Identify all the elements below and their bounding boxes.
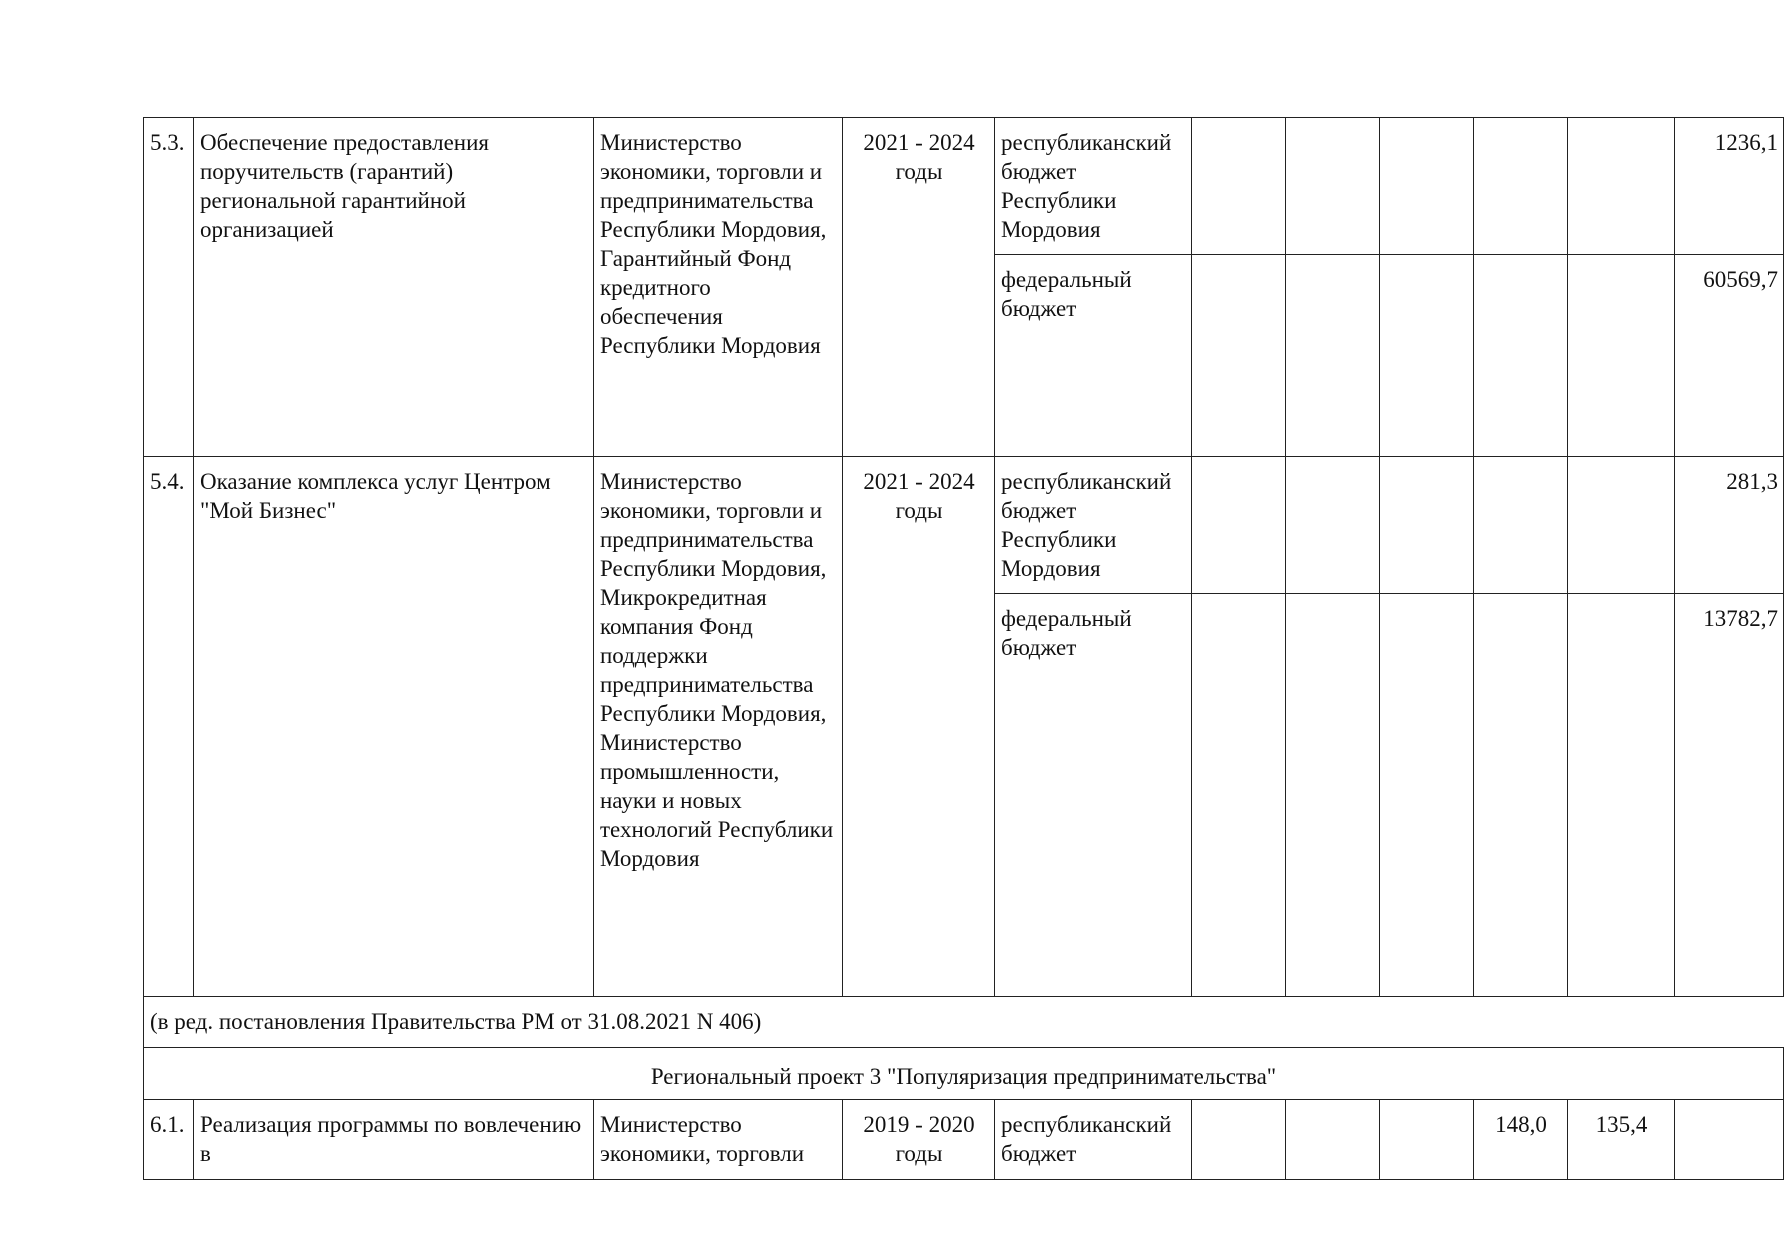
funding-source: республиканский бюджет [995, 1100, 1192, 1180]
measure-name: Обеспечение предоставления поручительств (гарантий) региональной гарантийной организацией [194, 118, 594, 457]
executor: Министерство экономики, торговли [594, 1100, 843, 1180]
value-cell [1192, 1100, 1286, 1180]
value-cell: 60569,7 [1675, 255, 1784, 457]
period: 2019 - 2020 годы [843, 1100, 995, 1180]
funding-source: федеральный бюджет [995, 255, 1192, 457]
value-cell [1675, 1100, 1784, 1180]
value-cell [1380, 255, 1474, 457]
value-cell [1286, 594, 1380, 997]
table-row [144, 1100, 1784, 1180]
value-cell [1192, 457, 1286, 594]
executor: Министерство экономики, торговли и предпринимательства Республики Мордовия, Микрокредитная компания Фонд поддержки предпринимательства Республики Мордовия, Министерство промышленности, науки и новых технологий Республики Мордовия [594, 457, 843, 997]
value-cell [1286, 255, 1380, 457]
regional-project-title: Региональный проект 3 "Популяризация предпринимательства" [144, 1048, 1784, 1100]
amendment-note: (в ред. постановления Правительства РМ от 31.08.2021 N 406) [144, 997, 1784, 1048]
value-cell [1568, 118, 1675, 255]
funding-source: федеральный бюджет [995, 594, 1192, 997]
value-cell [1286, 457, 1380, 594]
value-cell [1474, 457, 1568, 594]
funding-source: республиканский бюджет Республики Мордовия [995, 457, 1192, 594]
value-cell [1474, 255, 1568, 457]
value-cell [1568, 255, 1675, 457]
row-number: 5.3. [144, 118, 194, 457]
value-cell [1568, 457, 1675, 594]
value-cell [1192, 594, 1286, 997]
value-cell [1474, 118, 1568, 255]
note-row [144, 997, 1784, 1048]
table-row [144, 457, 1784, 594]
value-cell: 148,0 [1474, 1100, 1568, 1180]
value-cell [1380, 457, 1474, 594]
value-cell [1192, 255, 1286, 457]
value-cell [1192, 118, 1286, 255]
executor: Министерство экономики, торговли и предпринимательства Республики Мордовия, Гарантийный Фонд кредитного обеспечения Республики Мордовия [594, 118, 843, 457]
value-cell: 281,3 [1675, 457, 1784, 594]
row-number: 6.1. [144, 1100, 194, 1180]
value-cell [1380, 118, 1474, 255]
section-row [144, 1048, 1784, 1100]
value-cell [1286, 1100, 1380, 1180]
program-table [143, 117, 1784, 1180]
funding-source: республиканский бюджет Республики Мордовия [995, 118, 1192, 255]
measure-name: Реализация программы по вовлечению в [194, 1100, 594, 1180]
value-cell [1474, 594, 1568, 997]
period: 2021 - 2024 годы [843, 457, 995, 997]
value-cell: 13782,7 [1675, 594, 1784, 997]
value-cell [1380, 1100, 1474, 1180]
value-cell [1568, 594, 1675, 997]
row-number: 5.4. [144, 457, 194, 997]
value-cell [1380, 594, 1474, 997]
value-cell [1286, 118, 1380, 255]
value-cell: 135,4 [1568, 1100, 1675, 1180]
measure-name: Оказание комплекса услуг Центром "Мой Бизнес" [194, 457, 594, 997]
table-row [144, 118, 1784, 255]
value-cell: 1236,1 [1675, 118, 1784, 255]
period: 2021 - 2024 годы [843, 118, 995, 457]
